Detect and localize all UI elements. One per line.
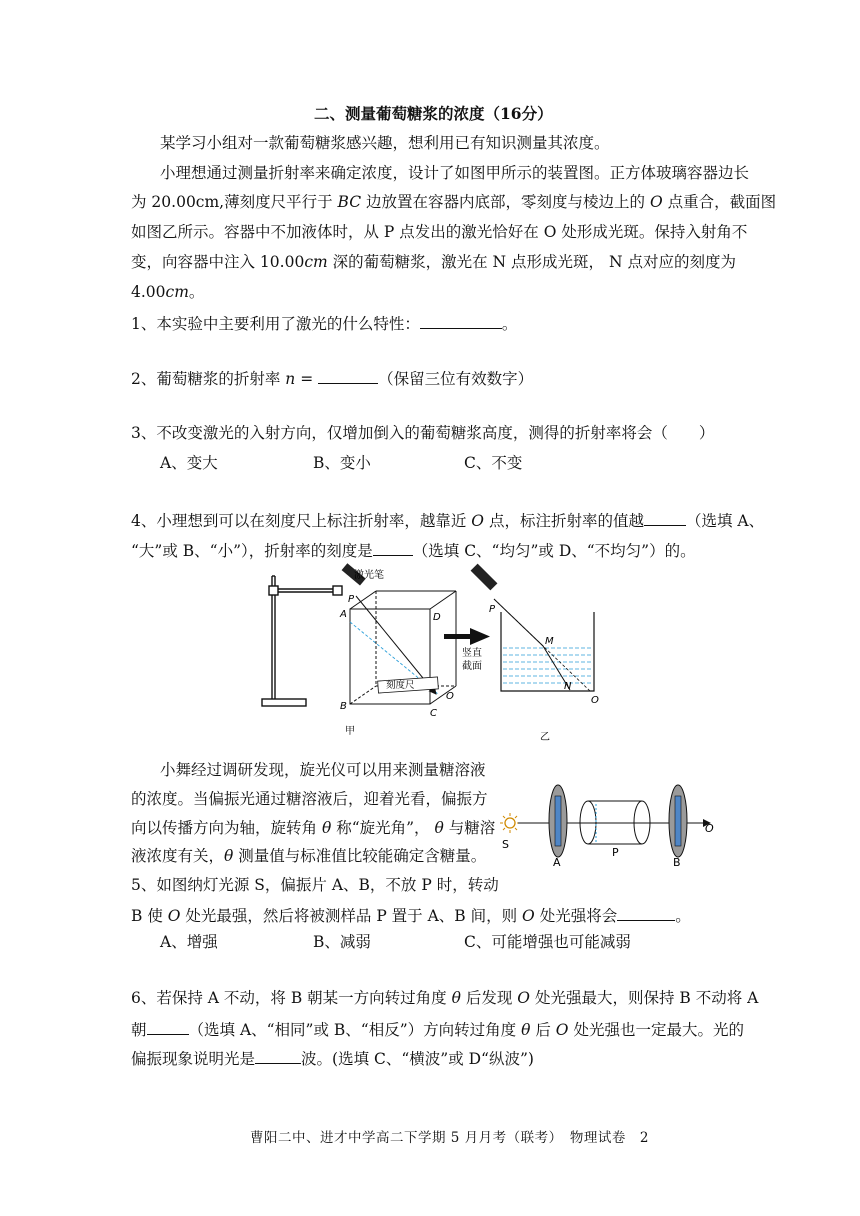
label-a: A [340,609,347,620]
label-s: S [502,838,509,851]
text-span: 边放置在容器内底部，零刻度与棱边上的 [361,193,650,211]
label-ruler: 刻度尺 [386,680,415,691]
label-c: C [430,708,437,719]
text-span: 。 [501,315,518,333]
text-span: 处光最强，然后将被测样品 P 置于 A、B 间，则 [180,907,523,925]
question-note: （保留三位有效数字） [378,370,534,388]
caption-yi: 乙 [540,732,550,743]
question-6 [131,988,758,1008]
label-a: A [553,856,561,868]
polarizer-b [669,785,687,857]
text-span: 。 [188,283,205,301]
page-footer: 曹阳二中、进才中学高二下学期 5 月月考（联考） 物理试卷 2 [250,1130,650,1146]
question-5-cont [131,904,691,926]
var-o: O [517,989,531,1007]
text-span: 6、若保持 A 不动，将 B 朝某一方向转过角度 [131,989,452,1007]
label-b: B [340,701,347,712]
var-theta: θ [521,1021,531,1039]
label-o-yi: O [591,695,599,706]
text-span: 后 [530,1021,556,1039]
var-bc: BC [337,193,362,211]
option-a[interactable]: A、增强 [160,933,218,951]
text-span: 向以传播方向为轴，旋转角 [131,819,322,837]
answer-blank[interactable] [318,367,378,384]
question-3: 3、不改变激光的入射方向，仅增加倒入的葡萄糖浆高度，测得的折射率将会（ ） [131,424,715,442]
text-span: 与糖溶 [443,819,496,837]
section-title: 二、测量葡萄糖浆的浓度（16分） [314,104,553,123]
intro-line: 某学习小组对一款葡萄糖浆感兴趣，想利用已有知识测量其浓度。 [160,134,610,152]
var-o: O [649,193,663,211]
label-section-2: 截面 [462,661,482,672]
answer-blank[interactable] [420,312,502,329]
label-p: P [612,846,619,859]
text-span: 深的葡萄糖浆，激光在 N 点形成光斑， N 点对应的刻度为 [327,253,736,271]
question-4 [131,509,764,531]
figure-refraction-apparatus [258,562,603,748]
label-section-1: 竖直 [462,648,482,659]
text-span: 测量值与标准值比较能确定含糖量。 [233,847,487,865]
text-span: 朝 [131,1021,147,1039]
para-line: 小舞经过调研发现，旋光仪可以用来测量糖溶液 [160,761,486,779]
question-6-cont [131,1018,744,1040]
var-o: O [555,1021,569,1039]
stand [262,576,342,706]
para-line: 的浓度。当偏振光通过糖溶液后，迎着光看，偏振方 [131,790,488,808]
polarizer-a [549,785,567,857]
para-line [131,818,495,838]
var-o: O [471,512,485,530]
text-span: （选填 A、 [685,512,765,530]
intro-line [131,252,736,272]
label-m: M [545,636,554,647]
figure-polarimeter [492,776,724,868]
text-span: 4.00 [131,283,166,301]
text-span: 。 [675,907,691,925]
question-text: “大”或 B、“小”），折射率的刻度是 [131,542,373,560]
text-span: 称“旋光角”， [331,819,435,837]
laser-pen-yi [471,564,498,591]
unit-cm: cm [165,283,189,301]
var-o: O [522,907,535,925]
intro-line [131,192,776,212]
text-span: 处光强最大，则保持 B 不动将 A [530,989,759,1007]
para-line [131,846,486,866]
intro-line [131,282,204,302]
text-span: 波。(选填 C、“横波”或 D“纵波”) [301,1050,534,1068]
option-a[interactable]: A、变大 [160,454,218,472]
label-p-yi: P [489,604,496,615]
option-b[interactable]: B、减弱 [313,933,371,951]
answer-blank[interactable] [255,1047,301,1064]
var-theta: θ [321,819,332,837]
question-4-cont [131,539,696,561]
intro-line: 小理想通过测量折射率来确定浓度，设计了如图甲所示的装置图。正方体玻璃容器边长 [160,164,750,182]
label-o: O [705,822,714,835]
label-laser: 激光笔 [354,570,384,581]
unit-cm: cm [304,253,328,271]
text-span: （选填 C、“均匀”或 D、“不均匀”）的。 [412,542,696,560]
var-theta: θ [434,819,444,837]
question-6-cont [131,1047,534,1069]
container-yi [501,612,594,691]
big-arrow [444,628,490,645]
text-span: 处光强也一定最大。光的 [568,1021,744,1039]
answer-blank[interactable] [147,1018,189,1035]
text-span: 点，标注折射率的值越 [484,512,644,530]
text-span: 为 20.00cm,薄刻度尺平行于 [131,193,338,211]
var-o: O [167,907,181,925]
label-n: N [564,681,572,692]
question-text: 1、本实验中主要利用了激光的什么特性： [131,315,420,333]
option-c[interactable]: C、可能增强也可能减弱 [464,933,631,951]
answer-blank[interactable] [373,539,413,556]
var-n: n [285,370,296,388]
var-theta: θ [224,847,234,865]
question-text: 4、小理想到可以在刻度尺上标注折射率，越靠近 [131,512,472,530]
var-theta: θ [451,989,461,1007]
label-o: O [446,691,454,702]
text-span: 变，向容器中注入 10.00 [131,253,305,271]
text-span: 点重合，截面图 [662,193,777,211]
question-2 [131,367,533,389]
answer-blank[interactable] [644,509,686,526]
answer-blank[interactable] [617,904,675,921]
text-span: 液浓度有关， [131,847,225,865]
question-text: 2、葡萄糖浆的折射率 [131,370,286,388]
option-c[interactable]: C、不变 [464,454,523,472]
text-span: 处光强将会 [534,907,618,925]
label-b: B [673,856,681,868]
text-span: = [295,370,319,388]
intro-line: 如图乙所示。容器中不加液体时，从 P 点发出的激光恰好在 O 处形成光斑。保持入射角不 [131,223,748,241]
caption-jia: 甲 [345,726,355,737]
label-p: P [348,594,355,605]
question-5: 5、如图纳灯光源 S，偏振片 A、B，不放 P 时，转动 [131,876,499,894]
sun-source [500,813,520,833]
label-d: D [433,612,441,623]
text-span: 偏振现象说明光是 [131,1050,256,1068]
option-b[interactable]: B、变小 [313,454,371,472]
text-span: 后发现 [460,989,518,1007]
text-span: B 使 [131,907,168,925]
text-span: （选填 A、“相同”或 B、“相反”）方向转过角度 [188,1021,522,1039]
question-1 [131,312,517,334]
